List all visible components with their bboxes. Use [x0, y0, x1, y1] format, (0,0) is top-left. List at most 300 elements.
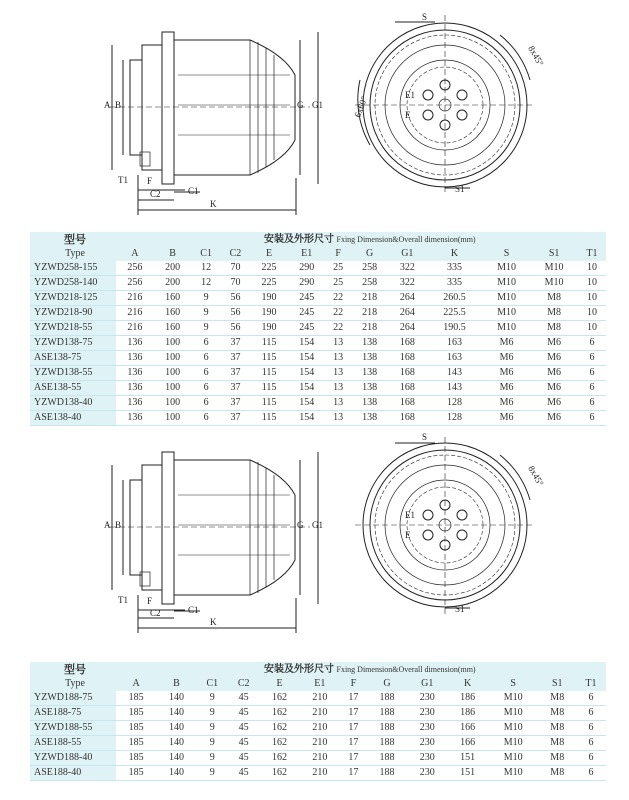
value-cell: M10	[483, 306, 531, 321]
model-cell: YZWD218-90	[30, 306, 116, 321]
label-bolt-6: 6x60°	[352, 94, 370, 119]
table-row	[30, 691, 606, 706]
value-cell: 154	[288, 411, 326, 426]
value-cell: 210	[300, 691, 340, 706]
value-cell: 210	[300, 736, 340, 751]
table1-caption-en: Fxing Dimension&Overall dimension(mm)	[336, 234, 476, 244]
value-cell: M6	[530, 381, 578, 396]
value-cell: 17	[340, 736, 367, 751]
value-cell: 25	[326, 276, 351, 291]
value-cell: 186	[447, 706, 487, 721]
model-cell: YZWD188-40	[30, 751, 116, 766]
value-cell: 6	[576, 751, 606, 766]
table-row	[30, 396, 606, 411]
value-cell: M10	[488, 736, 539, 751]
table2-header-row	[30, 677, 606, 691]
value-cell: 190	[250, 321, 288, 336]
value-cell: 100	[154, 351, 192, 366]
model-cell: ASE138-55	[30, 381, 116, 396]
value-cell: 9	[191, 321, 220, 336]
shaft-end	[130, 480, 142, 575]
housing	[174, 460, 295, 595]
value-cell: 13	[326, 351, 351, 366]
value-cell: 10	[578, 291, 606, 306]
value-cell: 6	[578, 336, 606, 351]
value-cell: 6	[578, 411, 606, 426]
value-cell: 9	[197, 706, 228, 721]
table1-type-label: Type	[30, 247, 116, 261]
value-cell: 185	[116, 706, 156, 721]
value-cell: 230	[407, 751, 447, 766]
value-cell: 218	[351, 306, 389, 321]
label-C1: C1	[188, 186, 199, 196]
shaft-end	[130, 60, 142, 155]
value-cell: M8	[539, 736, 576, 751]
value-cell: 115	[250, 411, 288, 426]
dimension-table-2	[30, 662, 606, 781]
value-cell: 37	[221, 411, 250, 426]
value-cell: M6	[483, 411, 531, 426]
value-cell: 188	[367, 721, 407, 736]
table2-col-header: E1	[300, 677, 340, 691]
table-row	[30, 366, 606, 381]
value-cell: 6	[576, 766, 606, 781]
value-cell: 200	[154, 261, 192, 276]
motor-drawing-1	[0, 0, 629, 225]
table1-model-label: 型号	[30, 232, 116, 247]
value-cell: 45	[228, 721, 259, 736]
value-cell: 154	[288, 336, 326, 351]
label-E1: E1	[405, 90, 415, 100]
value-cell: 45	[228, 766, 259, 781]
label-bolt-8: 8x45°	[526, 44, 546, 68]
value-cell: 45	[228, 751, 259, 766]
value-cell: 188	[367, 706, 407, 721]
table-row	[30, 381, 606, 396]
value-cell: 190	[250, 291, 288, 306]
value-cell: M6	[530, 411, 578, 426]
value-cell: 128	[426, 411, 483, 426]
value-cell: 140	[156, 751, 196, 766]
value-cell: 22	[326, 291, 351, 306]
value-cell: 100	[154, 366, 192, 381]
model-cell: YZWD218-125	[30, 291, 116, 306]
table2-title-row	[30, 662, 606, 677]
value-cell: 264	[388, 306, 426, 321]
value-cell: 168	[388, 396, 426, 411]
table1-col-header: A	[116, 247, 154, 261]
value-cell: 225	[250, 276, 288, 291]
value-cell: 17	[340, 691, 367, 706]
value-cell: 56	[221, 321, 250, 336]
value-cell: M8	[539, 721, 576, 736]
value-cell: 258	[351, 276, 389, 291]
value-cell: 6	[191, 336, 220, 351]
value-cell: 140	[156, 706, 196, 721]
value-cell: 10	[578, 306, 606, 321]
model-cell: ASE138-40	[30, 411, 116, 426]
value-cell: 115	[250, 336, 288, 351]
label-G: G	[297, 520, 304, 530]
table1-col-header: E1	[288, 247, 326, 261]
housing	[174, 40, 295, 175]
mount-flange	[142, 465, 162, 590]
model-cell: YZWD188-55	[30, 721, 116, 736]
value-cell: 138	[351, 351, 389, 366]
mount-flange	[142, 45, 162, 170]
table1-caption-cn: 安装及外形尺寸	[264, 233, 334, 245]
value-cell: 166	[447, 736, 487, 751]
value-cell: M6	[483, 396, 531, 411]
value-cell: 17	[340, 766, 367, 781]
value-cell: M10	[483, 291, 531, 306]
value-cell: 37	[221, 366, 250, 381]
value-cell: 10	[578, 321, 606, 336]
value-cell: 230	[407, 736, 447, 751]
table2-col-header: C1	[197, 677, 228, 691]
value-cell: 22	[326, 306, 351, 321]
model-cell: ASE188-75	[30, 706, 116, 721]
value-cell: 245	[288, 321, 326, 336]
value-cell: 245	[288, 306, 326, 321]
label-C2: C2	[150, 608, 161, 618]
value-cell: 6	[578, 366, 606, 381]
value-cell: M8	[530, 291, 578, 306]
value-cell: 17	[340, 721, 367, 736]
label-G: G	[297, 100, 304, 110]
value-cell: 335	[426, 261, 483, 276]
label-B: B	[115, 100, 122, 110]
value-cell: 322	[388, 261, 426, 276]
value-cell: 13	[326, 366, 351, 381]
value-cell: 115	[250, 351, 288, 366]
value-cell: M8	[530, 306, 578, 321]
value-cell: 115	[250, 381, 288, 396]
table1-col-header: B	[154, 247, 192, 261]
value-cell: 136	[116, 396, 154, 411]
table2-model-label: 型号	[30, 662, 116, 677]
dimension-table-1	[30, 232, 606, 426]
value-cell: 210	[300, 721, 340, 736]
value-cell: M6	[530, 336, 578, 351]
table-row	[30, 706, 606, 721]
value-cell: 138	[351, 336, 389, 351]
table2-col-header: S1	[539, 677, 576, 691]
label-E1: E1	[405, 510, 415, 520]
value-cell: 230	[407, 721, 447, 736]
value-cell: 210	[300, 751, 340, 766]
value-cell: 100	[154, 336, 192, 351]
table1-col-header: K	[426, 247, 483, 261]
label-S: S	[422, 432, 428, 442]
value-cell: 9	[197, 721, 228, 736]
value-cell: 115	[250, 396, 288, 411]
value-cell: 151	[447, 766, 487, 781]
value-cell: M6	[483, 381, 531, 396]
value-cell: 45	[228, 706, 259, 721]
table-row	[30, 766, 606, 781]
value-cell: 168	[388, 381, 426, 396]
value-cell: 136	[116, 366, 154, 381]
value-cell: 168	[388, 366, 426, 381]
table2-col-header: S	[488, 677, 539, 691]
value-cell: M10	[488, 721, 539, 736]
value-cell: 216	[116, 321, 154, 336]
value-cell: 136	[116, 411, 154, 426]
label-K: K	[210, 199, 217, 209]
value-cell: M8	[539, 691, 576, 706]
value-cell: 264	[388, 321, 426, 336]
value-cell: M10	[488, 691, 539, 706]
label-F: F	[147, 176, 153, 186]
value-cell: 188	[367, 691, 407, 706]
value-cell: 225	[250, 261, 288, 276]
value-cell: 258	[351, 261, 389, 276]
value-cell: 264	[388, 291, 426, 306]
value-cell: 168	[388, 351, 426, 366]
model-cell: YZWD188-75	[30, 691, 116, 706]
table2-caption	[116, 662, 606, 677]
table2-col-header: K	[447, 677, 487, 691]
table-row	[30, 751, 606, 766]
drawing-bottom	[0, 425, 629, 640]
table-row	[30, 721, 606, 736]
value-cell: 186	[447, 691, 487, 706]
value-cell: 230	[407, 706, 447, 721]
value-cell: 163	[426, 336, 483, 351]
value-cell: 70	[221, 276, 250, 291]
value-cell: 45	[228, 736, 259, 751]
table1-col-header: F	[326, 247, 351, 261]
value-cell: 17	[340, 751, 367, 766]
value-cell: 56	[221, 291, 250, 306]
value-cell: 290	[288, 276, 326, 291]
value-cell: 160	[154, 321, 192, 336]
value-cell: 188	[367, 766, 407, 781]
value-cell: 100	[154, 411, 192, 426]
table1-col-header: C2	[221, 247, 250, 261]
value-cell: 10	[578, 276, 606, 291]
value-cell: 335	[426, 276, 483, 291]
table2-caption-en: Fxing Dimension&Overall dimension(mm)	[336, 664, 476, 674]
value-cell: 12	[191, 261, 220, 276]
value-cell: 154	[288, 351, 326, 366]
value-cell: 136	[116, 336, 154, 351]
table1-col-header: G	[351, 247, 389, 261]
value-cell: 9	[197, 691, 228, 706]
value-cell: 6	[576, 706, 606, 721]
value-cell: 6	[576, 736, 606, 751]
label-C2: C2	[150, 189, 161, 199]
value-cell: M6	[530, 396, 578, 411]
value-cell: 100	[154, 396, 192, 411]
table1-col-header: S	[483, 247, 531, 261]
value-cell: 166	[447, 721, 487, 736]
table-row	[30, 291, 606, 306]
value-cell: 190	[250, 306, 288, 321]
end-view	[355, 15, 535, 195]
value-cell: 225.5	[426, 306, 483, 321]
value-cell: 6	[191, 381, 220, 396]
value-cell: 45	[228, 691, 259, 706]
value-cell: 70	[221, 261, 250, 276]
table2-type-label: Type	[30, 677, 116, 691]
value-cell: M6	[530, 351, 578, 366]
table-row	[30, 261, 606, 276]
value-cell: M10	[488, 766, 539, 781]
model-cell: YZWD218-55	[30, 321, 116, 336]
table1-caption	[116, 232, 606, 247]
table1-col-header: T1	[578, 247, 606, 261]
value-cell: 115	[250, 366, 288, 381]
drawing-top	[0, 0, 629, 225]
value-cell: 13	[326, 381, 351, 396]
value-cell: 100	[154, 381, 192, 396]
value-cell: 140	[156, 766, 196, 781]
table1-col-header: G1	[388, 247, 426, 261]
value-cell: 56	[221, 306, 250, 321]
model-cell: YZWD258-140	[30, 276, 116, 291]
value-cell: M8	[539, 706, 576, 721]
value-cell: M10	[488, 706, 539, 721]
value-cell: 37	[221, 396, 250, 411]
table1-col-header: E	[250, 247, 288, 261]
value-cell: 22	[326, 321, 351, 336]
value-cell: 162	[259, 751, 299, 766]
label-S: S	[422, 12, 428, 22]
value-cell: M10	[488, 751, 539, 766]
value-cell: 6	[578, 381, 606, 396]
flange-plate	[162, 452, 174, 604]
label-K: K	[210, 617, 217, 627]
value-cell: 260.5	[426, 291, 483, 306]
value-cell: 13	[326, 396, 351, 411]
value-cell: 188	[367, 751, 407, 766]
label-S1: S1	[455, 604, 465, 614]
value-cell: 9	[191, 306, 220, 321]
value-cell: 154	[288, 366, 326, 381]
model-cell: YZWD138-40	[30, 396, 116, 411]
value-cell: 154	[288, 381, 326, 396]
value-cell: 6	[191, 351, 220, 366]
table2-col-header: B	[156, 677, 196, 691]
table-row	[30, 336, 606, 351]
end-view	[355, 437, 535, 615]
value-cell: 162	[259, 736, 299, 751]
table2-col-header: G1	[407, 677, 447, 691]
label-bolt-8: 8x45°	[526, 464, 546, 488]
value-cell: 230	[407, 766, 447, 781]
value-cell: 245	[288, 291, 326, 306]
table2-col-header: F	[340, 677, 367, 691]
value-cell: 185	[116, 751, 156, 766]
value-cell: 190.5	[426, 321, 483, 336]
label-A: A	[104, 100, 111, 110]
value-cell: M8	[539, 766, 576, 781]
value-cell: 140	[156, 736, 196, 751]
label-T1: T1	[118, 175, 128, 185]
label-F: F	[147, 596, 153, 606]
label-C1: C1	[188, 605, 199, 615]
value-cell: 9	[197, 736, 228, 751]
value-cell: 9	[197, 766, 228, 781]
value-cell: 9	[197, 751, 228, 766]
value-cell: 140	[156, 721, 196, 736]
value-cell: 162	[259, 691, 299, 706]
value-cell: 6	[191, 396, 220, 411]
value-cell: 210	[300, 706, 340, 721]
value-cell: 216	[116, 291, 154, 306]
model-cell: ASE188-40	[30, 766, 116, 781]
value-cell: 151	[447, 751, 487, 766]
table1-title-row	[30, 232, 606, 247]
value-cell: 136	[116, 351, 154, 366]
label-A: A	[104, 520, 111, 530]
value-cell: M10	[530, 276, 578, 291]
value-cell: 6	[576, 691, 606, 706]
table-row	[30, 321, 606, 336]
value-cell: 162	[259, 721, 299, 736]
label-E: E	[405, 110, 411, 120]
label-S1: S1	[455, 184, 465, 194]
table1-col-header: S1	[530, 247, 578, 261]
value-cell: 136	[116, 381, 154, 396]
label-B: B	[115, 520, 122, 530]
value-cell: 138	[351, 411, 389, 426]
value-cell: 25	[326, 261, 351, 276]
table2-col-header: C2	[228, 677, 259, 691]
value-cell: 6	[576, 721, 606, 736]
label-G1: G1	[312, 520, 323, 530]
value-cell: 218	[351, 321, 389, 336]
table-row	[30, 306, 606, 321]
value-cell: M6	[530, 366, 578, 381]
value-cell: 12	[191, 276, 220, 291]
table2-caption-cn: 安装及外形尺寸	[264, 663, 334, 675]
value-cell: 6	[191, 366, 220, 381]
value-cell: M10	[483, 321, 531, 336]
table-row	[30, 736, 606, 751]
value-cell: 218	[351, 291, 389, 306]
value-cell: 6	[578, 351, 606, 366]
label-E: E	[405, 530, 411, 540]
table2-col-header: G	[367, 677, 407, 691]
value-cell: 168	[388, 336, 426, 351]
value-cell: M10	[483, 276, 531, 291]
label-G1: G1	[312, 100, 323, 110]
value-cell: 230	[407, 691, 447, 706]
table2-col-header: T1	[576, 677, 606, 691]
flange-plate	[162, 32, 174, 184]
value-cell: 185	[116, 691, 156, 706]
value-cell: 256	[116, 261, 154, 276]
value-cell: 216	[116, 306, 154, 321]
value-cell: 9	[191, 291, 220, 306]
value-cell: 37	[221, 336, 250, 351]
value-cell: 143	[426, 366, 483, 381]
table-row	[30, 351, 606, 366]
value-cell: 6	[578, 396, 606, 411]
value-cell: 185	[116, 766, 156, 781]
table1-col-header: C1	[191, 247, 220, 261]
value-cell: 17	[340, 706, 367, 721]
value-cell: 188	[367, 736, 407, 751]
value-cell: M10	[530, 261, 578, 276]
value-cell: M6	[483, 351, 531, 366]
model-cell: ASE188-55	[30, 736, 116, 751]
value-cell: 143	[426, 381, 483, 396]
motor-drawing-2	[0, 425, 629, 640]
